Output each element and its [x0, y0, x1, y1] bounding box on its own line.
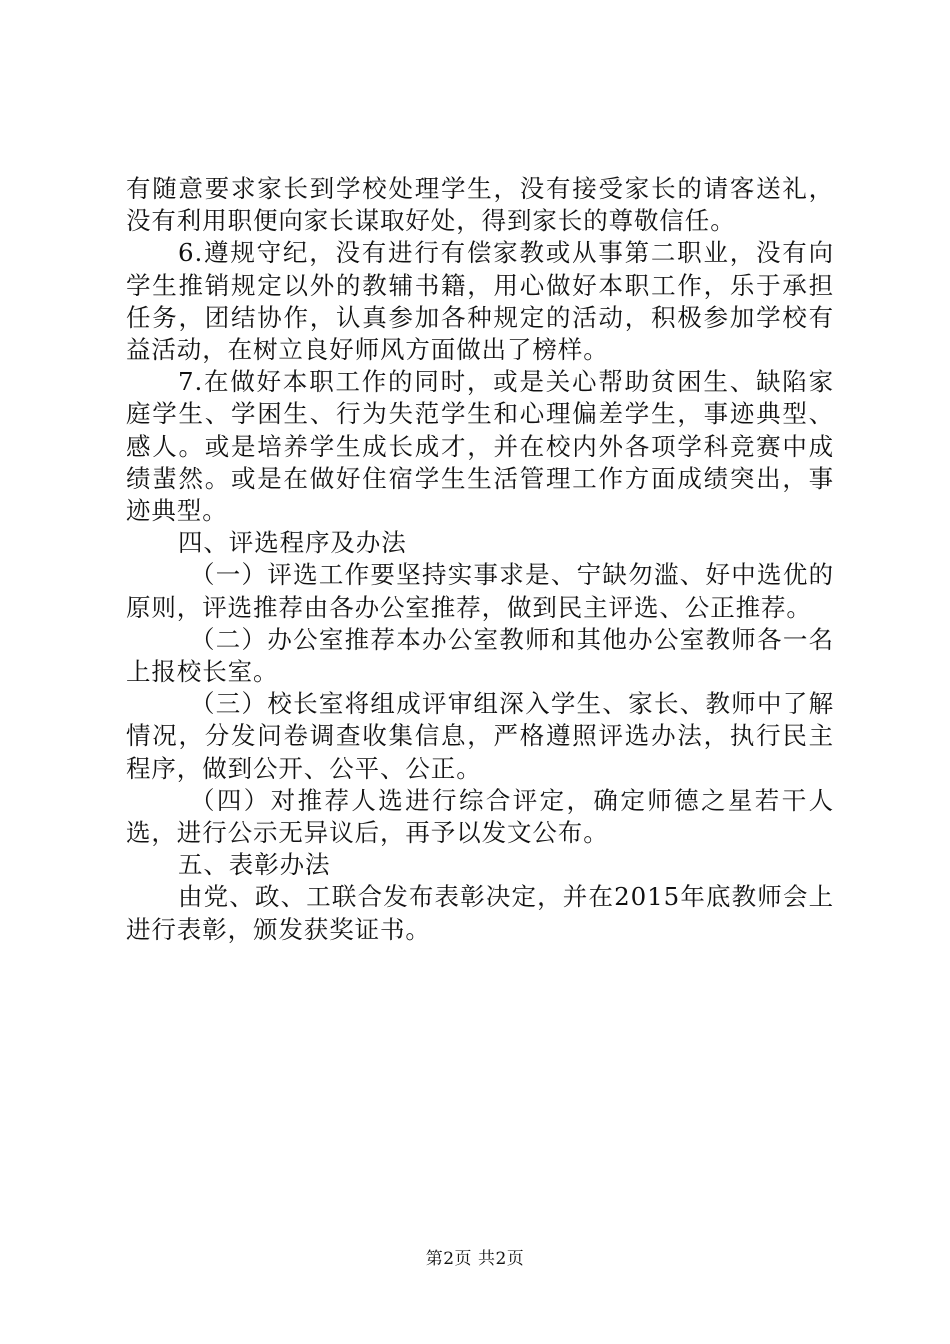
- paragraph-item-7: 7.在做好本职工作的同时，或是关心帮助贫困生、缺陷家庭学生、学困生、行为失范学生和心理偏差学生，事迹典型、感人。或是培养学生成长成才，并在校内外各项学科竞赛中成绩蜚然。或是在做好住宿学生生活管理工作方面成绩突出，事迹典型。: [126, 367, 834, 526]
- paragraph-procedure-2: （二）办公室推荐本办公室教师和其他办公室教师各一名上报校长室。: [126, 624, 834, 687]
- paragraph-procedure-3: （三）校长室将组成评审组深入学生、家长、教师中了解情况，分发问卷调查收集信息，严格遵照评选办法，执行民主程序，做到公开、公平、公正。: [126, 689, 834, 783]
- document-body: [126, 173, 834, 946]
- paragraph-item-6: 6.遵规守纪，没有进行有偿家教或从事第二职业，没有向学生推销规定以外的教辅书籍，用心做好本职工作，乐于承担任务，团结协作，认真参加各种规定的活动，积极参加学校有益活动，在树立良好师风方面做出了榜样。: [126, 238, 834, 365]
- section-heading-procedure: 四、评选程序及办法: [178, 528, 407, 558]
- paragraph-procedure-4: （四）对推荐人选进行综合评定，确定师德之星若干人选，进行公示无异议后，再予以发文公布。: [126, 785, 834, 848]
- paragraph-continuation: 有随意要求家长到学校处理学生，没有接受家长的请客送礼，没有利用职便向家长谋取好处，得到家长的尊敬信任。: [126, 174, 834, 236]
- section-heading-commendation: 五、表彰办法: [178, 850, 331, 880]
- paragraph-procedure-1: （一）评选工作要坚持实事求是、宁缺勿滥、好中选优的原则，评选推荐由各办公室推荐，做到民主评选、公正推荐。: [126, 560, 834, 622]
- paragraph-commendation: 由党、政、工联合发布表彰决定，并在2015年底教师会上进行表彰，颁发获奖证书。: [126, 882, 834, 944]
- page-number-footer: 第2页 共2页: [425, 1249, 525, 1269]
